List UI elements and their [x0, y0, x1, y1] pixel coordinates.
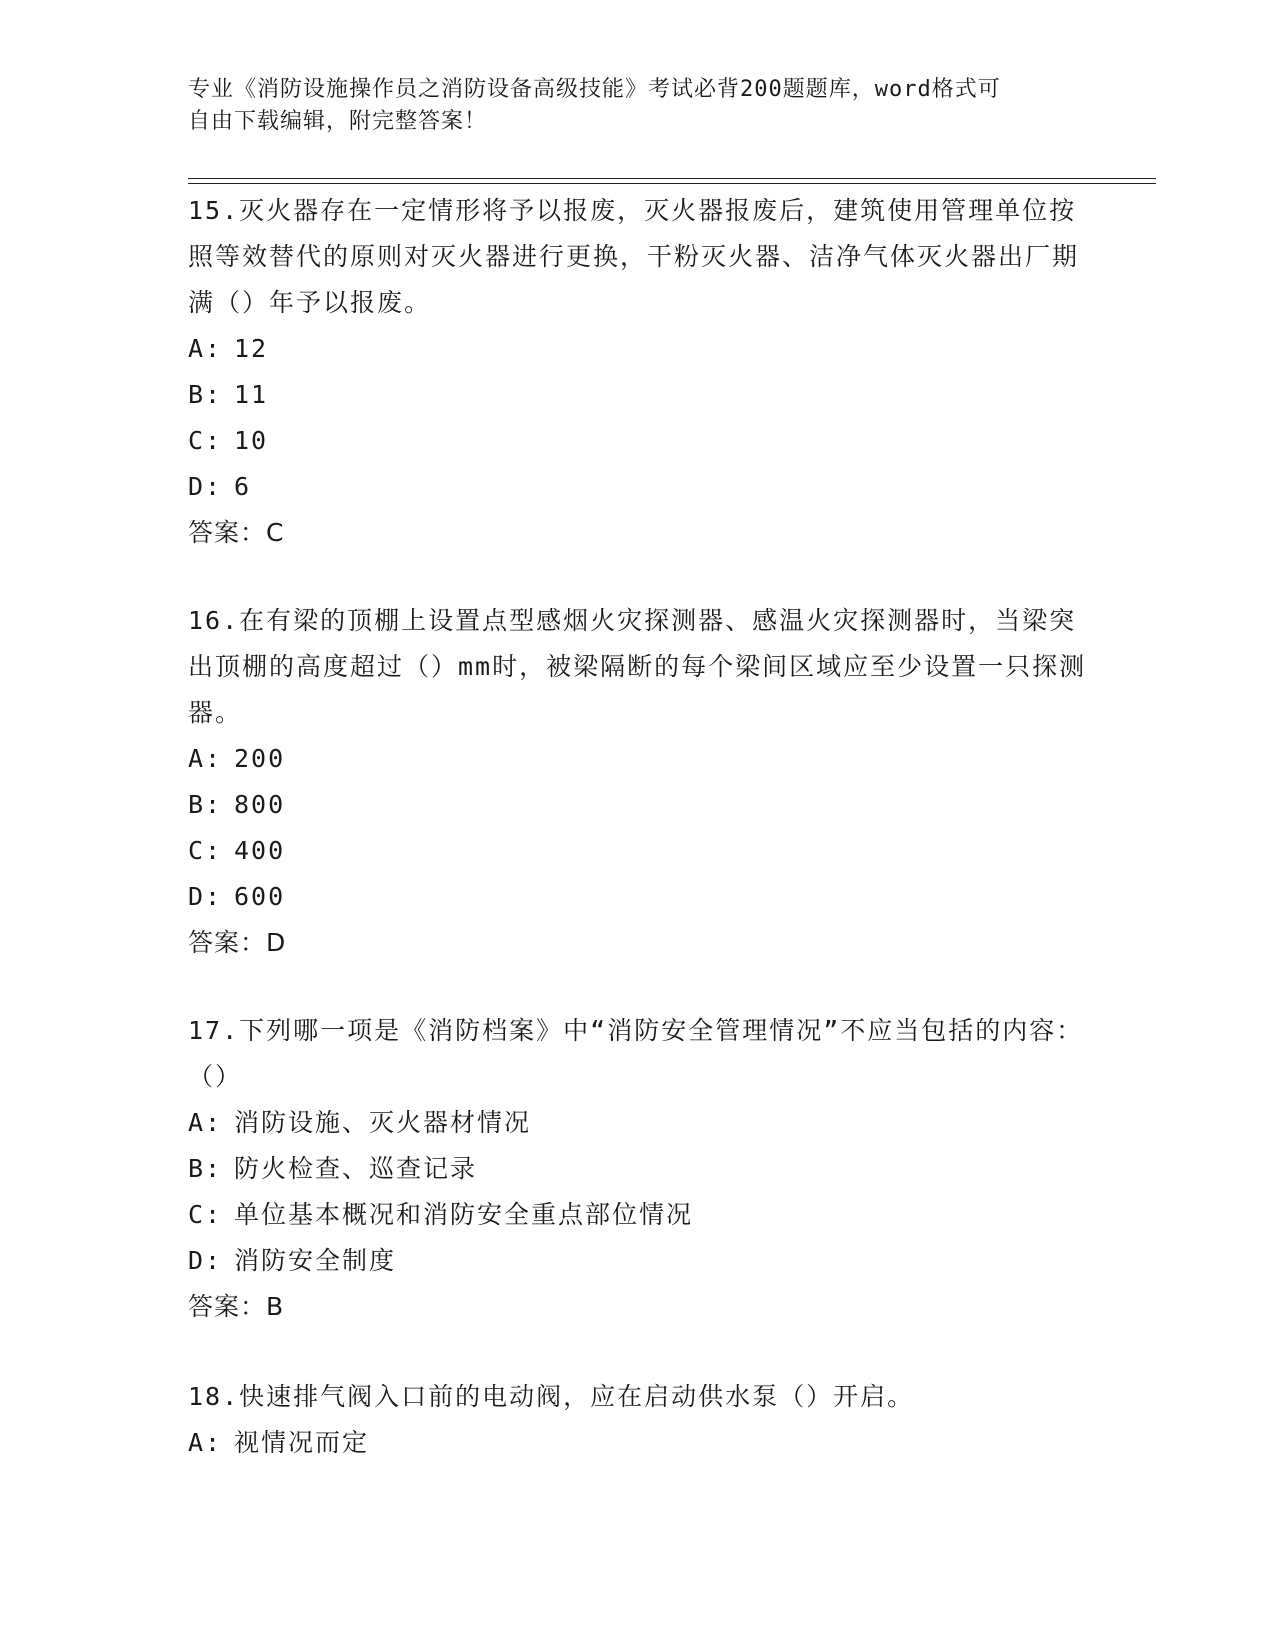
option-letter: A: [188, 334, 223, 363]
option-letter: A: [188, 1108, 223, 1137]
option-letter: A: [188, 1428, 223, 1457]
header-divider-bottom [188, 183, 1156, 184]
option-list [188, 326, 1088, 510]
question-stem: 18.快速排气阀入口前的电动阀，应在启动供水泵（）开启。 [188, 1382, 915, 1411]
question-18 [188, 1374, 1088, 1466]
option-text: 单位基本概况和消防安全重点部位情况 [234, 1200, 694, 1229]
option-letter: D: [188, 882, 223, 911]
option-c [188, 418, 1088, 464]
option-d [188, 464, 1088, 510]
option-letter: B: [188, 1154, 223, 1183]
option-text: 200 [234, 744, 286, 773]
option-text: 11 [234, 380, 269, 409]
header-divider-top [188, 178, 1156, 179]
option-list [188, 1420, 1088, 1466]
answer-line: 答案：C [188, 518, 285, 547]
option-text: 12 [234, 334, 269, 363]
option-list [188, 1100, 1088, 1284]
question-15 [188, 188, 1088, 556]
answer-line: 答案：D [188, 928, 287, 957]
option-d [188, 874, 1088, 920]
answer-line: 答案：B [188, 1292, 285, 1321]
option-letter: C: [188, 426, 223, 455]
option-a [188, 736, 1088, 782]
option-c [188, 828, 1088, 874]
option-b [188, 1146, 1088, 1192]
question-stem: 17.下列哪一项是《消防档案》中“消防安全管理情况”不应当包括的内容：（） [188, 1016, 1084, 1091]
option-a [188, 1100, 1088, 1146]
option-text: 消防安全制度 [234, 1246, 397, 1275]
option-text: 视情况而定 [234, 1428, 370, 1457]
option-text: 800 [234, 790, 286, 819]
option-letter: C: [188, 836, 223, 865]
option-letter: D: [188, 472, 223, 501]
question-16 [188, 598, 1088, 966]
option-text: 400 [234, 836, 286, 865]
question-stem: 16.在有梁的顶棚上设置点型感烟火灾探测器、感温火灾探测器时，当梁突出顶棚的高度超过（）mm时，被梁隔断的每个梁间区域应至少设置一只探测器。 [188, 606, 1087, 727]
question-stem: 15.灭火器存在一定情形将予以报废，灭火器报废后，建筑使用管理单位按照等效替代的原则对灭火器进行更换，干粉灭火器、洁净气体灭火器出厂期满（）年予以报废。 [188, 196, 1080, 317]
option-letter: B: [188, 380, 223, 409]
option-b [188, 782, 1088, 828]
option-letter: A: [188, 744, 223, 773]
option-letter: D: [188, 1246, 223, 1275]
option-d [188, 1238, 1088, 1284]
option-b [188, 372, 1088, 418]
option-c [188, 1192, 1088, 1238]
option-letter: B: [188, 790, 223, 819]
option-text: 消防设施、灭火器材情况 [234, 1108, 532, 1137]
intro-line-2: 自由下载编辑，附完整答案！ [188, 109, 488, 134]
option-text: 防火检查、巡查记录 [234, 1154, 478, 1183]
option-a [188, 1420, 1088, 1466]
question-17 [188, 1008, 1088, 1330]
option-letter: C: [188, 1200, 223, 1229]
document-intro [188, 74, 1068, 138]
intro-line-1: 专业《消防设施操作员之消防设备高级技能》考试必背200题题库，word格式可 [188, 77, 1001, 102]
option-text: 6 [234, 472, 252, 501]
option-text: 10 [234, 426, 269, 455]
option-a [188, 326, 1088, 372]
option-text: 600 [234, 882, 286, 911]
option-list [188, 736, 1088, 920]
